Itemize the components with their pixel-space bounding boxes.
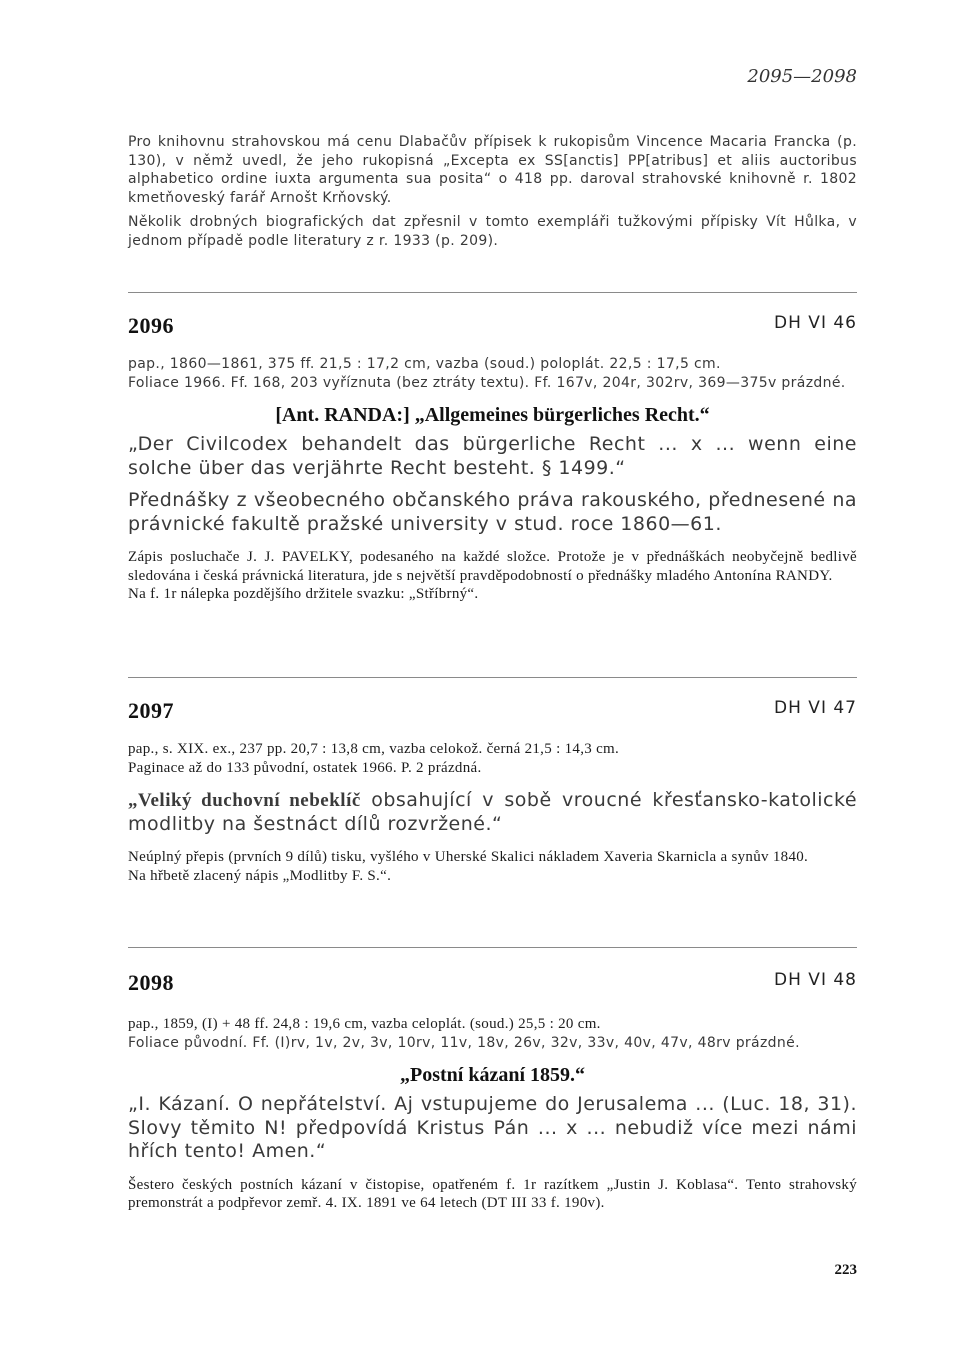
page-number: 223: [834, 1262, 857, 1278]
entry-header: [128, 970, 857, 1000]
entry-title-bold: „Veliký duchovní nebeklíč: [128, 790, 361, 811]
incipit: „I. Kázaní. O nepřátelství. Aj vstupujeme do Jerusalema ... (Luc. 18, 31). Slovy těmito N! předpovídá Kristus Pán ... x ... nebudiž více mezi námi hřích tento! Amen.“: [128, 1093, 857, 1162]
incipit: „Der Civilcodex behandelt das bürgerliche Recht ... x ... wenn eine solche über das verjährte Recht besteht. § 1499.“: [128, 433, 857, 479]
intro-paragraph: Pro knihovnu strahovskou má cenu Dlabačův přípisek k rukopisům Vincence Macaria Francka (p. 130), v němž uvedl, že jeho rukopisná „Excepta ex SS[anctis] PP[atribus] et aliis auctoribus alphabetico ordine iuxta argumenta sua posita“ o 418 pp. daroval strahovské knihovně r. 1802 kmetňoveský farář Arnošt Krňovský.: [128, 134, 857, 206]
note: Šestero českých postních kázaní v čistopise, opatřeném f. 1r razítkem „Justin J. Koblasa“. Tento strahovský premonstrát a podpřevor zemř. 4. IX. 1891 ve 64 letech (DT III 33 f. 190v).: [128, 1176, 857, 1211]
entry-header: [128, 313, 857, 343]
entry-title: [128, 789, 857, 836]
entry-number: 2098: [128, 970, 174, 995]
content-description: Přednášky z všeobecného občanského práva rakouského, přednesené na právnické fakultě pražské university v stud. roce 1860—61.: [128, 489, 857, 535]
note: Na f. 1r nálepka pozdějšího držitele svazku: „Stříbrný“.: [128, 586, 479, 602]
foliation: Foliace 1966. Ff. 168, 203 vyříznuta (bez ztráty textu). Ff. 167v, 204r, 302rv, 369—375v prázdné.: [128, 374, 846, 391]
entry-header: [128, 698, 857, 728]
note: Zápis posluchače J. J. PAVELKY, podesaného na každé složce. Protože je v přednáškách neobyčejně bedlivě sledována i česká právnická literatura, jde s největší pravděpodobností o přednášky mladého Antonína RANDY.: [128, 549, 857, 584]
shelf-mark: DH VI 46: [774, 313, 857, 333]
shelf-mark: DH VI 47: [774, 698, 857, 718]
physical-description: pap., s. XIX. ex., 237 pp. 20,7 : 13,8 cm, vazba celokož. černá 21,5 : 14,3 cm.: [128, 741, 620, 757]
divider: [128, 947, 857, 948]
divider: [128, 677, 857, 678]
note: Neúplný přepis (prvních 9 dílů) tisku, vyšlého v Uherské Skalici nákladem Xaveria Skarnicla a synův 1840.: [128, 849, 809, 865]
note: Na hřbetě zlacený nápis „Modlitby F. S.“.: [128, 867, 392, 884]
entry-title-rest: obsahující v sobě vroucné křesťansko-katolické modlitby na šestnáct dílů rozvržené.“: [128, 789, 858, 835]
intro-paragraph: Několik drobných biografických dat zpřesnil v tomto exempláři tužkovými přípisky Vít Hůlka, v jednom případě podle literatury z r. 1933 (p. 209).: [128, 214, 857, 249]
running-head: 2095—2098: [747, 66, 857, 87]
physical-description: pap., 1860—1861, 375 ff. 21,5 : 17,2 cm, vazba (soud.) poloplát. 22,5 : 17,5 cm.: [128, 356, 721, 372]
foliation: Paginace až do 133 původní, ostatek 1966. P. 2 prázdná.: [128, 759, 482, 776]
foliation: Foliace původní. Ff. (I)rv, 1v, 2v, 3v, 10rv, 11v, 18v, 26v, 32v, 33v, 40v, 47v, 48rv prázdné.: [128, 1034, 800, 1051]
catalogue-page: [128, 0, 857, 1359]
entry-number: 2097: [128, 698, 174, 723]
entry-2098: [128, 970, 857, 1213]
entry-title: „Postní kázaní 1859.“: [399, 1064, 586, 1086]
shelf-mark: DH VI 48: [774, 970, 857, 990]
intro-section: [128, 133, 857, 250]
divider: [128, 292, 857, 293]
entry-title: [Ant. RANDA:] „Allgemeines bürgerliches Recht.“: [275, 404, 710, 426]
entry-number: 2096: [128, 313, 174, 338]
physical-description: pap., 1859, (I) + 48 ff. 24,8 : 19,6 cm, vazba celoplát. (soud.) 25,5 : 20 cm.: [128, 1016, 601, 1032]
entry-2097: [128, 698, 857, 885]
entry-2096: [128, 313, 857, 604]
